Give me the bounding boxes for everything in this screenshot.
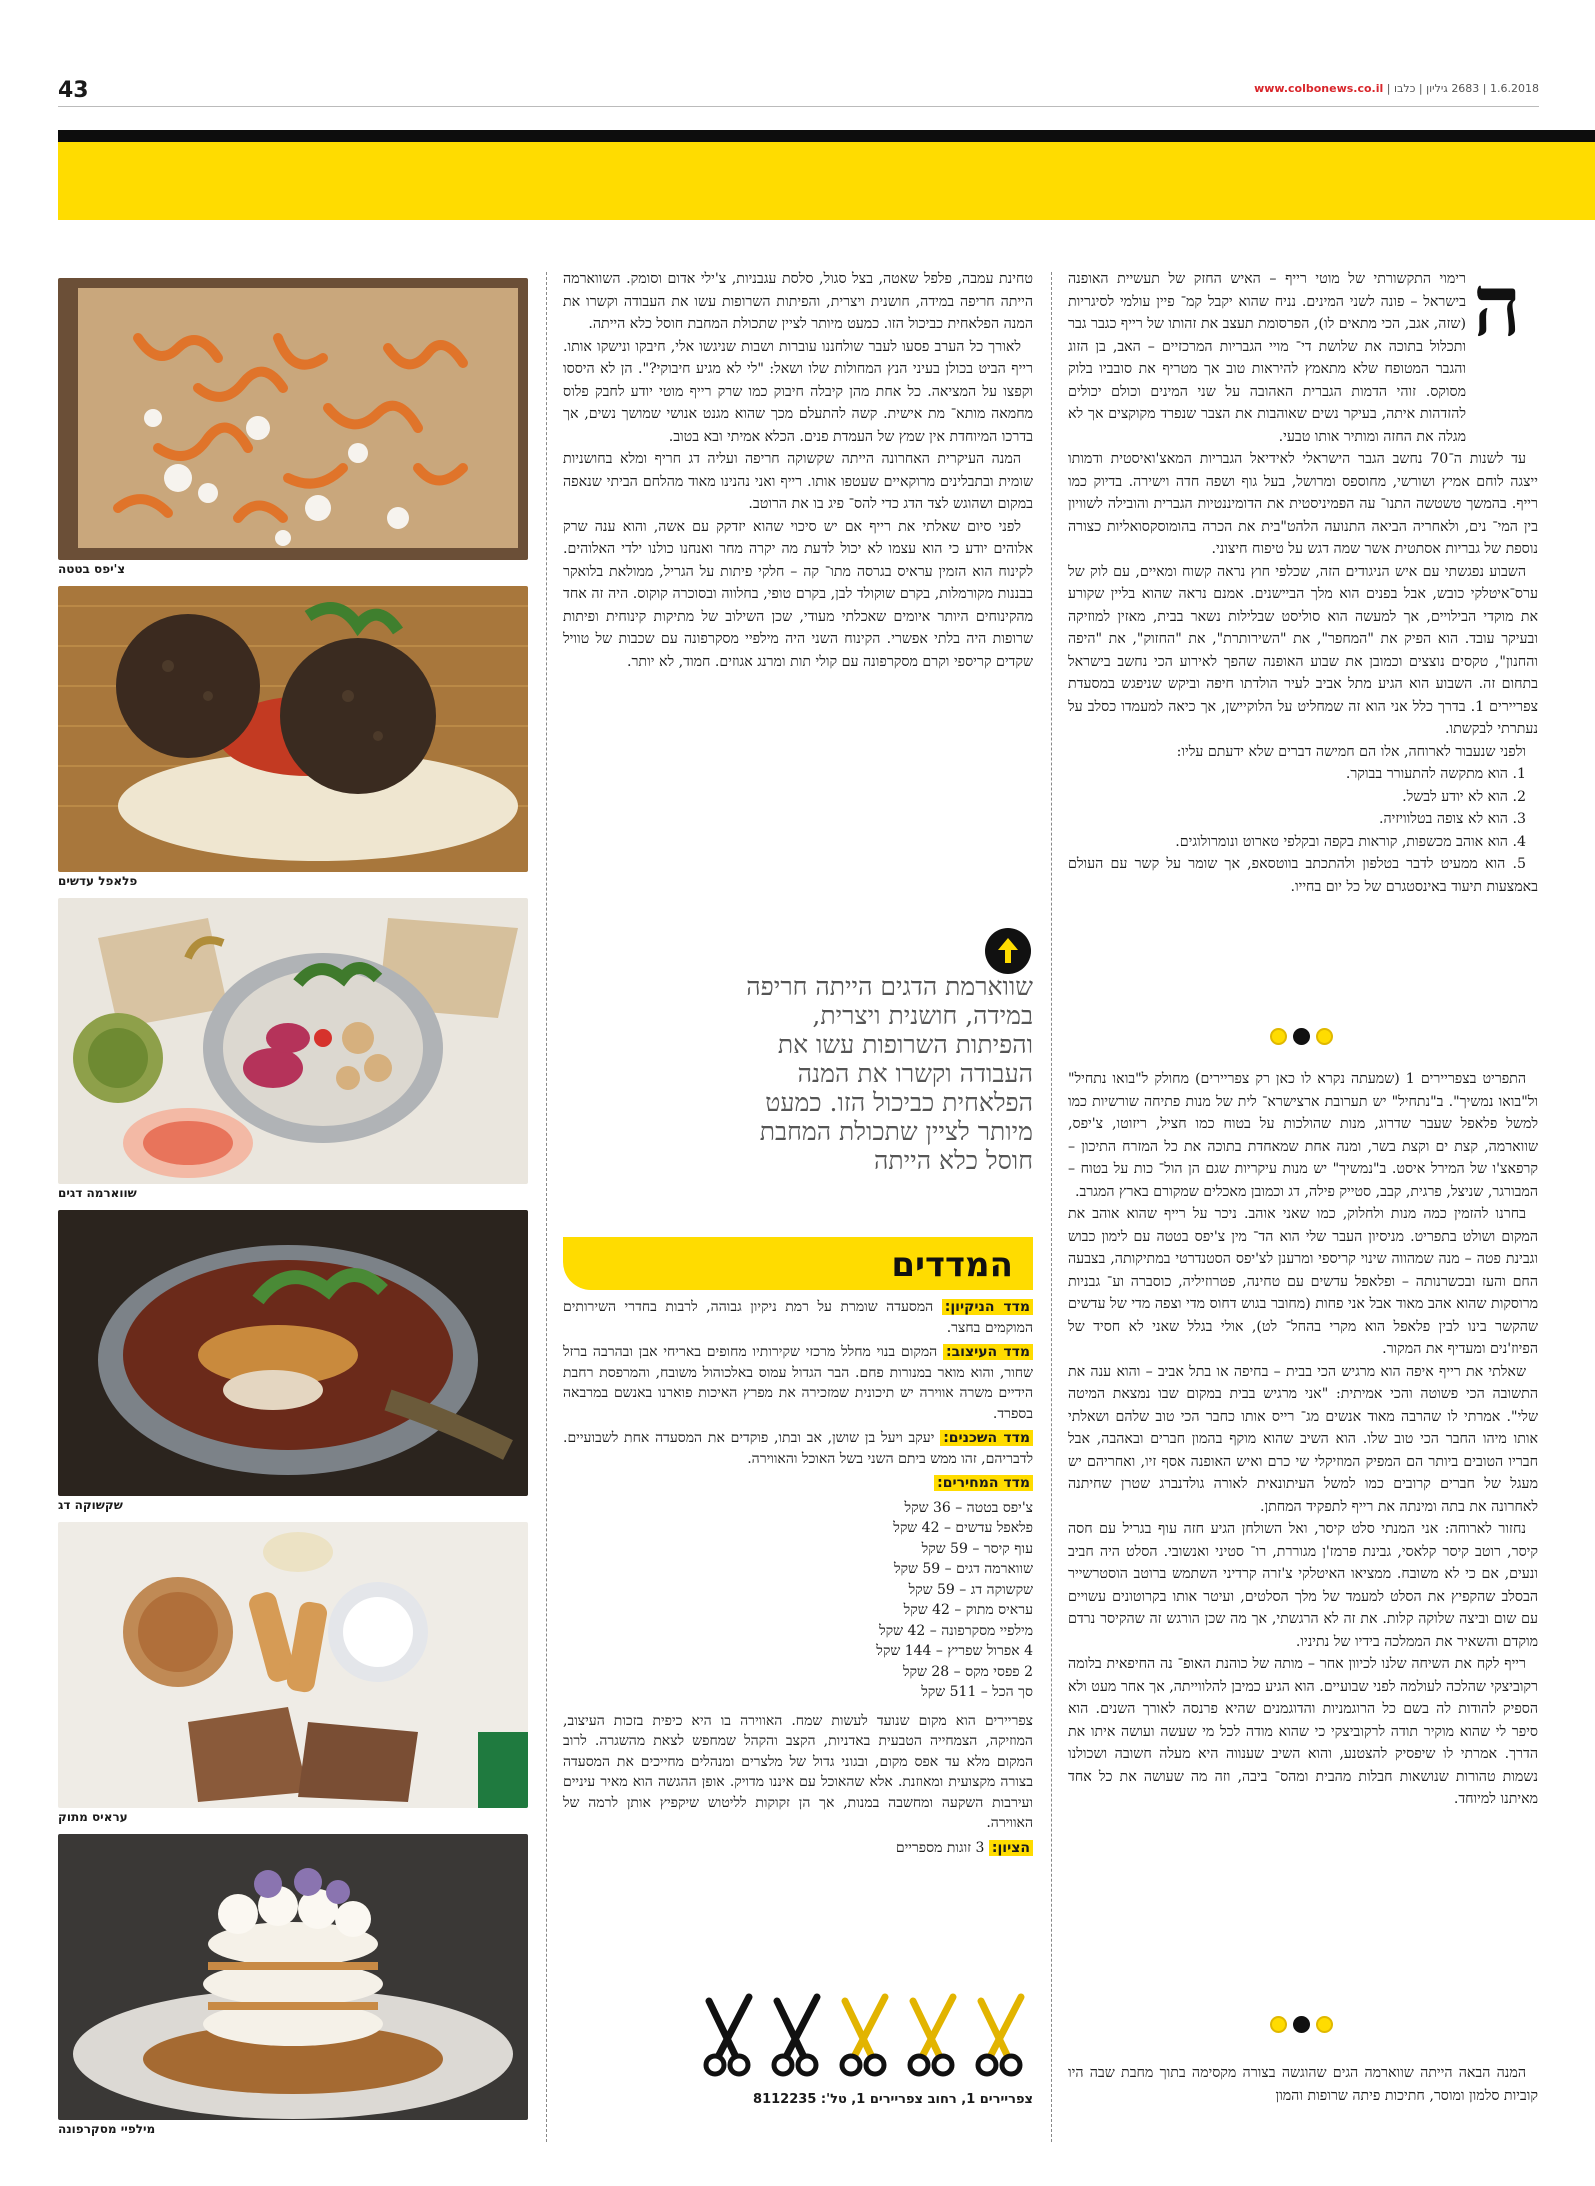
paragraph: לפני סיום שאלתי את רייף אם יש סיכוי שהוא יזדקק עם אשה, והוא ענה שרק אלוהים יודע כי הוא עצמו לא יכול לדעת מה יקרה מחר ואנחנו כולנו ילדי האלוהים. לקינוח הוא הזמין עראיס בגרסה מתו־ קה – חלקי פיתות על הגריל, ממולאת בלואקר בבננות מקורמלות, בקרם שוקולד לבן, בקרם טופי, בחלווה ובסוכרה קוקוס. היה זה אחד מהקינוחים היותר איומים שאכלתי מעודי, שכן השילוב של מתיקות קינוחית ופיתות שרופות היה בלתי אפשרי. הקינוח השני היה מילפיי מסקרפונה עם שכבות של טוויל שקדים קריספי וקרם מסקרפונה עם קולי תות ומרנג אגוזים. חמוד, לא יותר.	[563, 518, 1033, 670]
yellow-band	[58, 142, 1595, 220]
arrow-up-icon	[985, 928, 1031, 974]
measure-text: 3 זוגות מספריים	[895, 1839, 989, 1856]
dot-icon	[1270, 2016, 1287, 2033]
paragraph: המנה הבאה הייתה שווארמה הגים שהוגשה בצורה מקסימה בתוך מחבת שבה היו קוביות סלמון ומוסר, חתיכות פיתה שרופות והמון	[1068, 2065, 1538, 2104]
issue-info	[1254, 82, 1539, 95]
section-separator	[1270, 2016, 1333, 2033]
sweet-arayes-photo	[58, 1522, 528, 1808]
dot-icon	[1316, 1028, 1333, 1045]
list-item: 3. הוא לא צופה בטלוויזיה.	[1378, 811, 1526, 827]
page-number: 43	[58, 78, 89, 103]
pull-quote: שווארמת הדגים הייתה חריפה במידה, חושנית ויצרית, והפיתות השרופות עשו את העבודה וקשרו את המנה הפלאחית כביכול הזו. כמעט מיותר לציין שתכולת המחבת חוסל כלא הייתה	[746, 972, 1033, 1175]
measure-label: מדד הניקיון:	[942, 1299, 1033, 1315]
drop-cap: ה	[1473, 256, 1522, 355]
list-item: 1. הוא מתקשה להתעורר בבוקר.	[1345, 766, 1526, 782]
fish-shawarma-photo	[58, 898, 528, 1184]
dot-icon	[1293, 1028, 1310, 1045]
paragraph: רימוי התקשורתי של מוטי רייף – האיש החזק של תעשיית האופנה בישראל – פונה לשני המינים. נניח שהוא יקבל קמ־ פיין עולמי לסיגריות (שזה, אגב, הכי מתאים לו), הפרסומת תעצב את זהותו של רייף כגבר גבר ותכלול בתוכה את שלושת די־ מויי הגבריות המרכזיים – האב, בן הזוג והגבר המטופח שלא מתאמץ להיראות טוב אך מטריף את סובביו בלוק מסוקס. זוהי הדמות הגברית האהובה על שני המינים וכולם יכולים להזדהות איתה, בעיקר נשים שאוהבות את הצבר שנפרד מקוקצים אך לא מגלה את החזה ומותיר אותו טבעי.	[1068, 271, 1466, 445]
scissors-icon	[910, 1997, 953, 2074]
mascarpone-millefeuille-photo	[58, 1834, 528, 2120]
list-item: 5. הוא ממעיט לדבר בטלפון ולהתכתב בווטסאפ, אך שומר על קשר עם העולם באמצעות תיעוד באינסטגרם של כל יום בחייו.	[1068, 856, 1538, 895]
measure-label: מדד השכנים:	[940, 1430, 1033, 1446]
scissors-icon	[706, 1997, 749, 2074]
dot-icon	[1270, 1028, 1287, 1045]
header-rule	[58, 106, 1539, 107]
measure-text: המקום בנוי מחלל מרכזי שקירותיו מחופים באריחי אבן ובהרבה ברזל שחור, והוא מואר במנורות פחם. הבר הגדול עמוס באלכוהול משובח, והמרפסת רחבת הידיים משרה אווירה יש תיכונית שמזכירה את מפרץ האיכות פוארנו באנשם במרבאה בספרד.	[563, 1344, 1033, 1422]
prices-measure	[563, 1473, 1033, 1494]
measure-label: מדד העיצוב:	[943, 1344, 1033, 1360]
photo-caption: עראיס מתוק	[58, 1810, 128, 1824]
fish-shakshuka-photo	[58, 1210, 528, 1496]
article-right-column-continued	[1068, 1068, 1538, 1998]
scissors-rating	[695, 1990, 1040, 2080]
issue-details: 1.6.2018 | 2683 גיליון | כלבו |	[1386, 82, 1539, 95]
black-bar	[58, 130, 1595, 142]
summary-text: צפריירים הוא מקום שנועד לעשות שמח. האווירה בו היא כיפית בזכות העיצוב, המוזיקה, הצמחייה הטבעית באדניות, הקצב והקהל שמחפש לצאת מהשגרה. לרוב המקום מלא עד אפס מקום, ובגוני גדול של מלצרים ומנהלים מחייכים את המסעדה בצורה מקצועית ומאוזנת. אלא שהאוכל עם איננו מדויק. אופן ההגשה הוא מאיר עיניים ועירבות השקעה ומחשבה במנות, אך הן זקוקות לליטוש שיקפיץ אותן לרמה של האווירה.	[563, 1712, 1033, 1831]
paragraph: התפריט בצפריירים 1 (שמעתה נקרא לו כאן רק צפריירים) מחולק ל"בואו נתחיל" ול"בואו נמשיך". ב"נתחיל" יש תערובת ארצישרא־ לית של מנות פתיחה שורשיות כמו למשל פלאפל שעבר שדרוג, מנות שהולכות על בטוח כמו חציל, ריזוטו, צ'יפס, שווארמה, קצת ים וקצת בשר, ומנה אחת שמאחדת בתוכה את כל המזרח התיכון – קרפאצ'ו של המירל איסט. ב"נמשיך" יש מנות עיקריות שגם הן הול־ כות על בטוח – המבורגר, שניצל, פרגית, קבב, סטייק פילה, דג וכמובן מאכלים שמקורם בארץ המגרב.	[1068, 1071, 1538, 1200]
price-item: צ'יפס בטטה – 36 שקל	[904, 1499, 1033, 1516]
measure-text: יעקב ויעל בן שושן, אב ובתו, פוקדים את המסעדה אחת לשבועיים. לדבריהם, זהו ממש ביתם השני בשל האוכל והאווירה.	[563, 1430, 1033, 1467]
measure-label: הציון:	[989, 1840, 1033, 1856]
restaurant-address: צפריירים 1, רחוב צפריירים 1, טל': 8112235	[753, 2092, 1033, 2107]
scissors-icon	[978, 1997, 1021, 2074]
design-measure	[563, 1342, 1033, 1424]
price-item: שקשוקה דג – 59 שקל	[908, 1581, 1033, 1598]
price-item: עוף קיסר – 59 שקל	[921, 1540, 1033, 1557]
price-item: סך הכל – 511 שקל	[921, 1684, 1033, 1700]
photo-caption: פלאפל עדשים	[58, 874, 138, 888]
photo-caption: צ'יפס בטטה	[58, 562, 126, 576]
lentil-falafel-photo	[58, 586, 528, 872]
article-middle-column	[563, 268, 1033, 818]
price-item: עראיס מתוק – 42 שקל	[903, 1602, 1033, 1618]
paragraph: המנה העיקרית האחרונה הייתה שקשוקה חריפה ועליה דג חריף ומלא בחושניות שומית ובתבלינים מרוקאיים שעטפו אותו. רייף ואני נהנינו מאוד מהלחם הביתי שנאפה במקום ושהוגש לצד הדג כדי להס־ פיג בו את הרוטב.	[563, 451, 1033, 512]
paragraph: השבוע נפגשתי עם איש הניגודים הזה, שכלפי חוץ נראה קשוח ומאיים, עם לוק של ערס־איטלקי כובש, אבל בפנים הוא מלך הביישנים. אמנם נראה שהוא בליין שקורע את מוקדי הבילויים, אך למעשה הוא סוליסט שבלילות נשאר בבית, מאזין למוזיקה ובעיקר עובד. הוא הפיק את "המחפר", את "השירותרת", את "החזוק", את "היפה והחנון", טקסים נוצצים וכמובן את שבוע האופנה שהפך לאירוע הכי נחשב בישראל בתחום זה. השבוע הוא הגיע מתל אביב לעיר הולדתו חיפה וביקש שניפגש במסעדת צפריירים 1. בדרך כלל אני הוא זה שמחליט על הלוקיישן, אך כיאה למעמדו כסלב על נעתרתי לבקשתו.	[1068, 563, 1538, 737]
dot-icon	[1293, 2016, 1310, 2033]
column-divider	[1051, 272, 1052, 2142]
photo-caption: שקשוקה דג	[58, 1498, 123, 1512]
website-link[interactable]: www.colbonews.co.il	[1254, 82, 1384, 95]
measures-header	[563, 1237, 1033, 1290]
paragraph: טחינת עמבה, פלפל שאטה, בצל סגול, סלסת עגבניות, צ'ילי אדום וסומק. השווארמה הייתה חריפה במידה, חושנית ויצרית, והפיתות השרופות עשו את העבודה וקשרו את המנה הפלאחית כביכול הזו. כמעט מיותר לציין שתכולת המחבת חוסל כלא הייתה.	[563, 271, 1033, 332]
measures-title: המדדים	[891, 1245, 1013, 1285]
article-right-column	[1068, 256, 1538, 1003]
section-separator	[1270, 1028, 1333, 1045]
photo-caption: שווארמה דגים	[58, 1186, 137, 1200]
price-item: פלאפל עדשים – 42 שקל	[893, 1520, 1033, 1536]
article-right-column-end	[1068, 2062, 1538, 2122]
column-divider	[546, 272, 547, 2142]
neighbors-measure	[563, 1428, 1033, 1469]
measure-label: מדד המחירים:	[934, 1475, 1033, 1491]
photo-caption: מילפיי מסקרפונה	[58, 2122, 156, 2136]
paragraph: לאורך כל הערב פסעו לעבר שולחננו עוברות ושבות שניגשו אלי, חיבקו ונישקו אותו. רייף הביט בכולן בעיני הנץ המחולות שלו ושאל: "לי לא מגיע חיבוקי?". הן לא היססו וקפצו על המציאה. כל אחת מהן קיבלה חיבוק כמו שרק רייף מוטי יודע לחבק פלוס מחמאה מותא־ מת אישית. קשה להתעלם מכך שהוא מגנט אנושי שמושך נשים, אך בדרכו המיוחדת אין שמץ של העמדת פנים. הכלא אמיתי ובא בטוב.	[563, 338, 1033, 445]
paragraph: עד לשנות ה־70 נחשב הגבר הישראלי לאידיאל הגבריות המאצ'ואיסטית ודמותו ייצגה לוחם אמיץ ושורשי, מחוספס ומרושל, בעל גוף ושפה חדה וישירה. בדיוק כמו רייף. בהמשך טשטשה התנו־ עה הפמיניסטית את הדומיננטיות הגברית והובילה לשוויון בין המי־ נים, ולאחריה הביאה התנועה הלהט"בית את הכרה בהומוסקסואליות כצורה נוספת של גבריות אסתטית אשר שמה דגש על טיפוח חיצוני.	[1068, 451, 1538, 557]
price-item: שווארמה דגים – 59 שקל	[893, 1561, 1033, 1577]
paragraph: שאלתי את רייף איפה הוא מרגיש הכי בבית – בחיפה או בתל אביב – והוא ענה את התשובה הכי פשוטה והכי אמיתית: "אני מרגיש בבית במקום שבו נמצאת המיטה שלי". אמרתי לו שהרבה מאוד אנשים מג־ רייס אותו כחבר הכי טוב שלהם ושאלתי אותו מיהו החבר הכי טוב שלו. הוא השיב שהוא מוקף בהמון חברים ובאהבה, אבל חבריו הטובים ביותר הם המפיק המוזיקלי שי כרם ואיש האופנה אסף זיו, ואחריהם יש מעגל של חברים קרובים כמו למשל העיתונאית לאורה גולדנברג שטרן שחיתנה לאחרונה את בתה ומינתה את רייף לתפקיד המחתן.	[1068, 1363, 1538, 1515]
price-item: 2 פפסי מקס – 28 שקל	[902, 1663, 1033, 1680]
list-item: 4. הוא אוהב מכשפות, קוראות בקפה ובקלפי טארוט ונומרולוגים.	[1175, 833, 1526, 850]
sweet-potato-fries-photo	[58, 278, 528, 560]
paragraph: נחזור לארוחה: אני המנתי סלט קיסר, ואל השולחן הגיע חזה עוף בגריל עם חסה קיסר, רוטב קיסר קלאסי, גבינת פרמז'ן מגוררת, רו־ סטיני ואנשובי. הסלט היה חביב ונעים, אם כי לא משובח. ממציאו האיטלקי צ'זרה קרדיני השתמש ברוטב הוסטרשייר הבסלב שהקפיץ את הסלט למעמד של מלך הסלטים, ועיטר אותו בקרוטונים עשויים עם שום וביצה שלוקה קלות. את זה לא הרגשתי, אך מה שכן הורגש זה שהקיסר נרדם מוקדם והשאיר את הממלכה בידיו של נתיניו.	[1068, 1521, 1538, 1650]
paragraph: רייף לקח את השיחה שלנו לכיוון אחר – מותה של כוהנת האופ־ נה החיפאית בלומה רקוביצקי שהלכה לעולמה לפני שבועיים. הוא הגיע כמיבן להלווייתה, אך אחר מעט ולא הספיק להודות לה בשם כל הרוגמניות והדוגמנים שהיא פרנסה לאורך השנים. הוא סיפר לי שהוא מוקיר תודה לרקוביצקי כי שהוא מודה לכל מי שעשה ועושה איתו את הדרך. אמרתי לו שיפסיק להצטנע, והוא השיב שענווה היא מעלה חשובה ושכולנו נשמות טהורות שנושאות חבלות מהבית ומהס־ ביבה, וזה מה שעושה את כל אחד מאיתנו למיוחד.	[1068, 1656, 1538, 1807]
measure-text: המסעדה שומרת על רמת ניקיון גבוהה, לרבות בחדרי השירותים המוקמים בחצר.	[563, 1299, 1033, 1336]
dot-icon	[1316, 2016, 1333, 2033]
paragraph: בחרנו להזמין כמה מנות ולחלוק, כמו שאני אוהב. ניכר על רייף שהוא אוהב את המקום ושולט בתפריט. מניסיון העבר שלי הוא הד־ מין צ'יפס בטטה עם לימון כבוש וגבינת פטה – מנה שמהווה שינוי קריספי ומרענן לצ'יפס הסטנדרטי במתיקותה, בצבעה החם והעז ובכשרנותה – ופלאפל עדשים עם טחינה, פטרוזיליה, כוסברה וע־ גבניות מרוסקות שהוא אהב מאוד אבל אני פחות (מחובר בגוש דחוס מדי וצפה מדי של עדשים שהקשר בינו לבין פלאפל הוא מקרי בהחל־ לט), אולי בגלל שאני לא חסיד של הפיוז'נים ומעדיף את המקור.	[1068, 1206, 1538, 1357]
paragraph: ולפני שנעבור לארוחה, אלו הם חמישה דברים שלא ידעתם עליו:	[1176, 743, 1526, 760]
measures-body	[563, 1297, 1033, 1862]
scissors-icon	[774, 1997, 817, 2074]
score-measure	[563, 1838, 1033, 1859]
price-item: 4 אפרול שפריץ – 144 שקל	[876, 1643, 1033, 1659]
price-list	[563, 1498, 1033, 1703]
price-item: מילפיי מסקרפונה – 42 שקל	[879, 1622, 1033, 1639]
list-item: 2. הוא לא יודע לבשל.	[1402, 788, 1526, 805]
cleanliness-measure	[563, 1297, 1033, 1338]
scissors-icon	[842, 1997, 885, 2074]
